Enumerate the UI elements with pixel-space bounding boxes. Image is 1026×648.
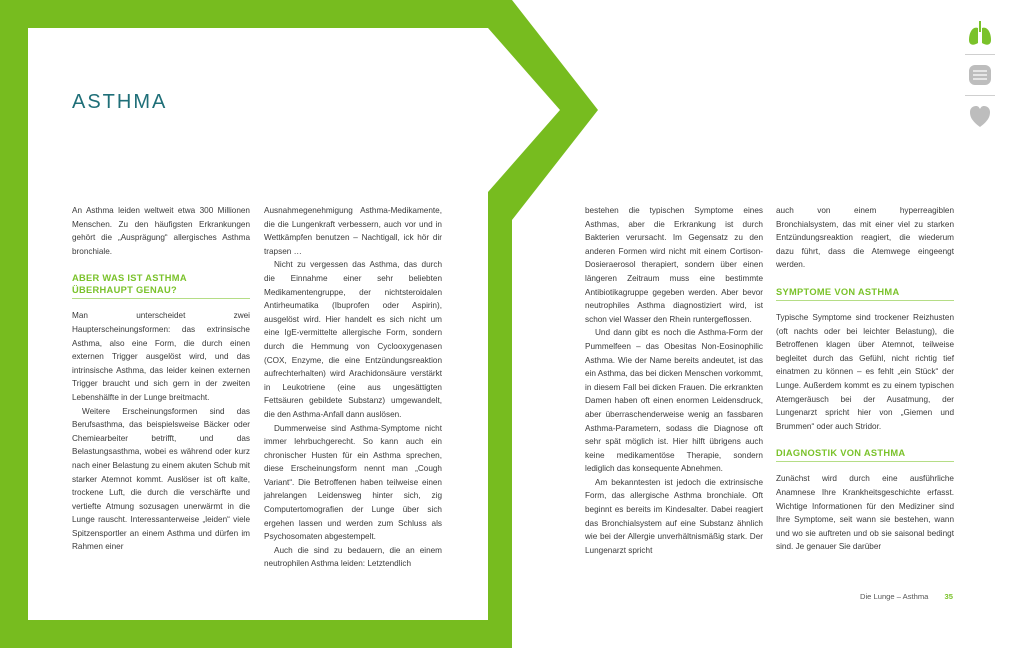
footer-section: Die Lunge – Asthma (860, 592, 929, 601)
paragraph: Ausnahmegenehmigung Asthma-Medikamente, die die Lungenkraft verbessern, auch vor und in Wettkämpfen benutzen – Nachtigall, ick hör dir trapsen … (264, 206, 442, 256)
paragraph: Nicht zu vergessen das Asthma, das durch die Einnahme einer sehr beliebten Medikamentengruppe, der nichtsteroidalen Antirheumatika (Ibuprofen oder Aspirin), ausgelöst wird. Hier handelt es sich nicht um eine IgE-vermittelte allergische Form, sondern durch die Hemmung von Cyclooxygenasen (COX, Enzyme, die eine Entzündungsreaktion aufrechterhalten) wird Arachidonsäure verstärkt in Leukotriene (eine aus ungesättigten Fettsäuren gebildete Substanz) umgewandelt, die den Asthma-Anfall dann auslösen. (264, 260, 442, 419)
paragraph: Auch die sind zu bedauern, die an einem neutrophilen Asthma leiden: Letztendlich (264, 545, 442, 569)
section-heading: DIAGNOSTIK VON ASTHMA (776, 447, 954, 462)
paragraph: Am bekanntesten ist jedoch die extrinsische Form, das allergische Asthma bronchiale. Oft beginnt es bereits im Kindesalter. Dabei reagiert das Bronchialsystem auf eine Substanz ähnlich wie bei der Allergie unverhältnismäßig stark. Der Lungenarzt spricht (585, 477, 763, 555)
column-4 (776, 204, 954, 554)
page-title: ASTHMA (72, 91, 168, 113)
column-1 (72, 204, 250, 554)
section-heading: SYMPTOME VON ASTHMA (776, 286, 954, 301)
paragraph: auch von einem hyperreagiblen Bronchialsystem, das mit einer viel zu starken Entzündungsreaktion reagiert, die wiederum dazu führt, dass die Atemwege eingeengt werden. (776, 206, 954, 270)
paragraph: Man unterscheidet zwei Haupterscheinungsformen: das extrinsische Asthma, also eine Form, die durch einen externen Trigger ausgelöst wird, und das intrinsische Asthma, das leider keinen externen Trigger braucht und sich gern in der zweiten Lebenshälfte in der Lunge breitmacht. (72, 311, 250, 402)
paragraph: Weitere Erscheinungsformen sind das Berufsasthma, das beispielsweise Bäcker oder Chemiearbeiter betrifft, und das Belastungsasthma, wobei es während oder kurz nach einer Belastung zu einem akuten Schub mit starker Atemnot kommt. Auslöser ist oft kalte, trockene Luft, die durch die verschärfte und vertiefte Atmung sozusagen unerwärmt in die Lunge rauscht. Interessanterweise „leiden“ viele Spitzensportler an einem Asthma und dürfen im Rahmen einer (72, 406, 250, 552)
column-2 (264, 204, 442, 571)
paragraph: Typische Symptome sind trockener Reizhusten (oft nachts oder bei leichter Belastung), die Betroffenen klagen über Atemnot, teilweise begleitet durch das Gefühl, nicht richtig tief einatmen zu können – es fehlt „ein Stück“ der Lunge. Außerdem kommt es zu einem typischen Atemgeräusch bei der Ausatmung, der Lungenarzt spricht hier von „Giemen und Brummen“ oder auch Stridor. (776, 312, 954, 431)
paragraph: bestehen die typischen Symptome eines Asthmas, aber die Erkrankung ist durch Bakterien verursacht. Im Gegensatz zu den anderen Formen wird nicht mit einem Cortison-Dosieraerosol therapiert, sondern über einen längeren Zeitraum muss eine bestimmte Antibiotikagruppe gegeben werden. Aber bevor neutrophiles Asthma diagnostiziert wird, ist schon viel Wasser den Rhein runtergeflossen. (585, 206, 763, 324)
section-heading: ABER WAS IST ASTHMA ÜBERHAUPT GENAU? (72, 272, 250, 299)
lungs-icon (962, 16, 998, 52)
heart-icon (962, 98, 998, 134)
paragraph: An Asthma leiden weltweit etwa 300 Millionen Menschen. Zu den häufigsten Erkrankungen gehört die „Ausprägung“ allergisches Asthma bronchiale. (72, 206, 250, 256)
intestine-icon (962, 57, 998, 93)
chapter-icons (962, 16, 998, 134)
page-number: 35 (944, 592, 953, 601)
paragraph: Dummerweise sind Asthma-Symptome nicht immer lehrbuchgerecht. So kann auch ein chronischer Husten für ein Asthma sprechen, diese Erscheinungsform nennt man „Cough Variant“. Die Betroffenen haben teilweise einen jahrelangen Leidensweg hinter sich, zig Computertomografien der Lunge über sich ergehen lassen und werden zum Schluss als Psychosomaten abgestempelt. (264, 423, 442, 542)
paragraph: Und dann gibt es noch die Asthma-Form der Pummelfeen – das Obesitas Non-Eosinophilic Asthma. Wie der Name bereits andeutet, ist das ein Asthma, das bei dicken Menschen vorkommt, in diesem Fall bei dicken Frauen. Die erkrankten Damen haben oft einen enormen Leidensdruck, aber überraschenderweise wenig an fassbaren Asthma-Parametern, sodass die Diagnose oft sehr spät möglich ist. Hier hilft übrigens auch keine medikamentöse Therapie, sondern lediglich das konsequente Abnehmen. (585, 328, 763, 474)
column-3 (585, 204, 763, 557)
paragraph: Zunächst wird durch eine ausführliche Anamnese Ihre Krankheitsgeschichte erfasst. Wichtige Informationen für den Mediziner sind Ihre Symptome, seit wann sie bestehen, wann und wo sie auftreten und ob sie saisonal bedingt sind. Je genauer Sie darüber (776, 474, 954, 552)
page-footer (860, 592, 953, 601)
